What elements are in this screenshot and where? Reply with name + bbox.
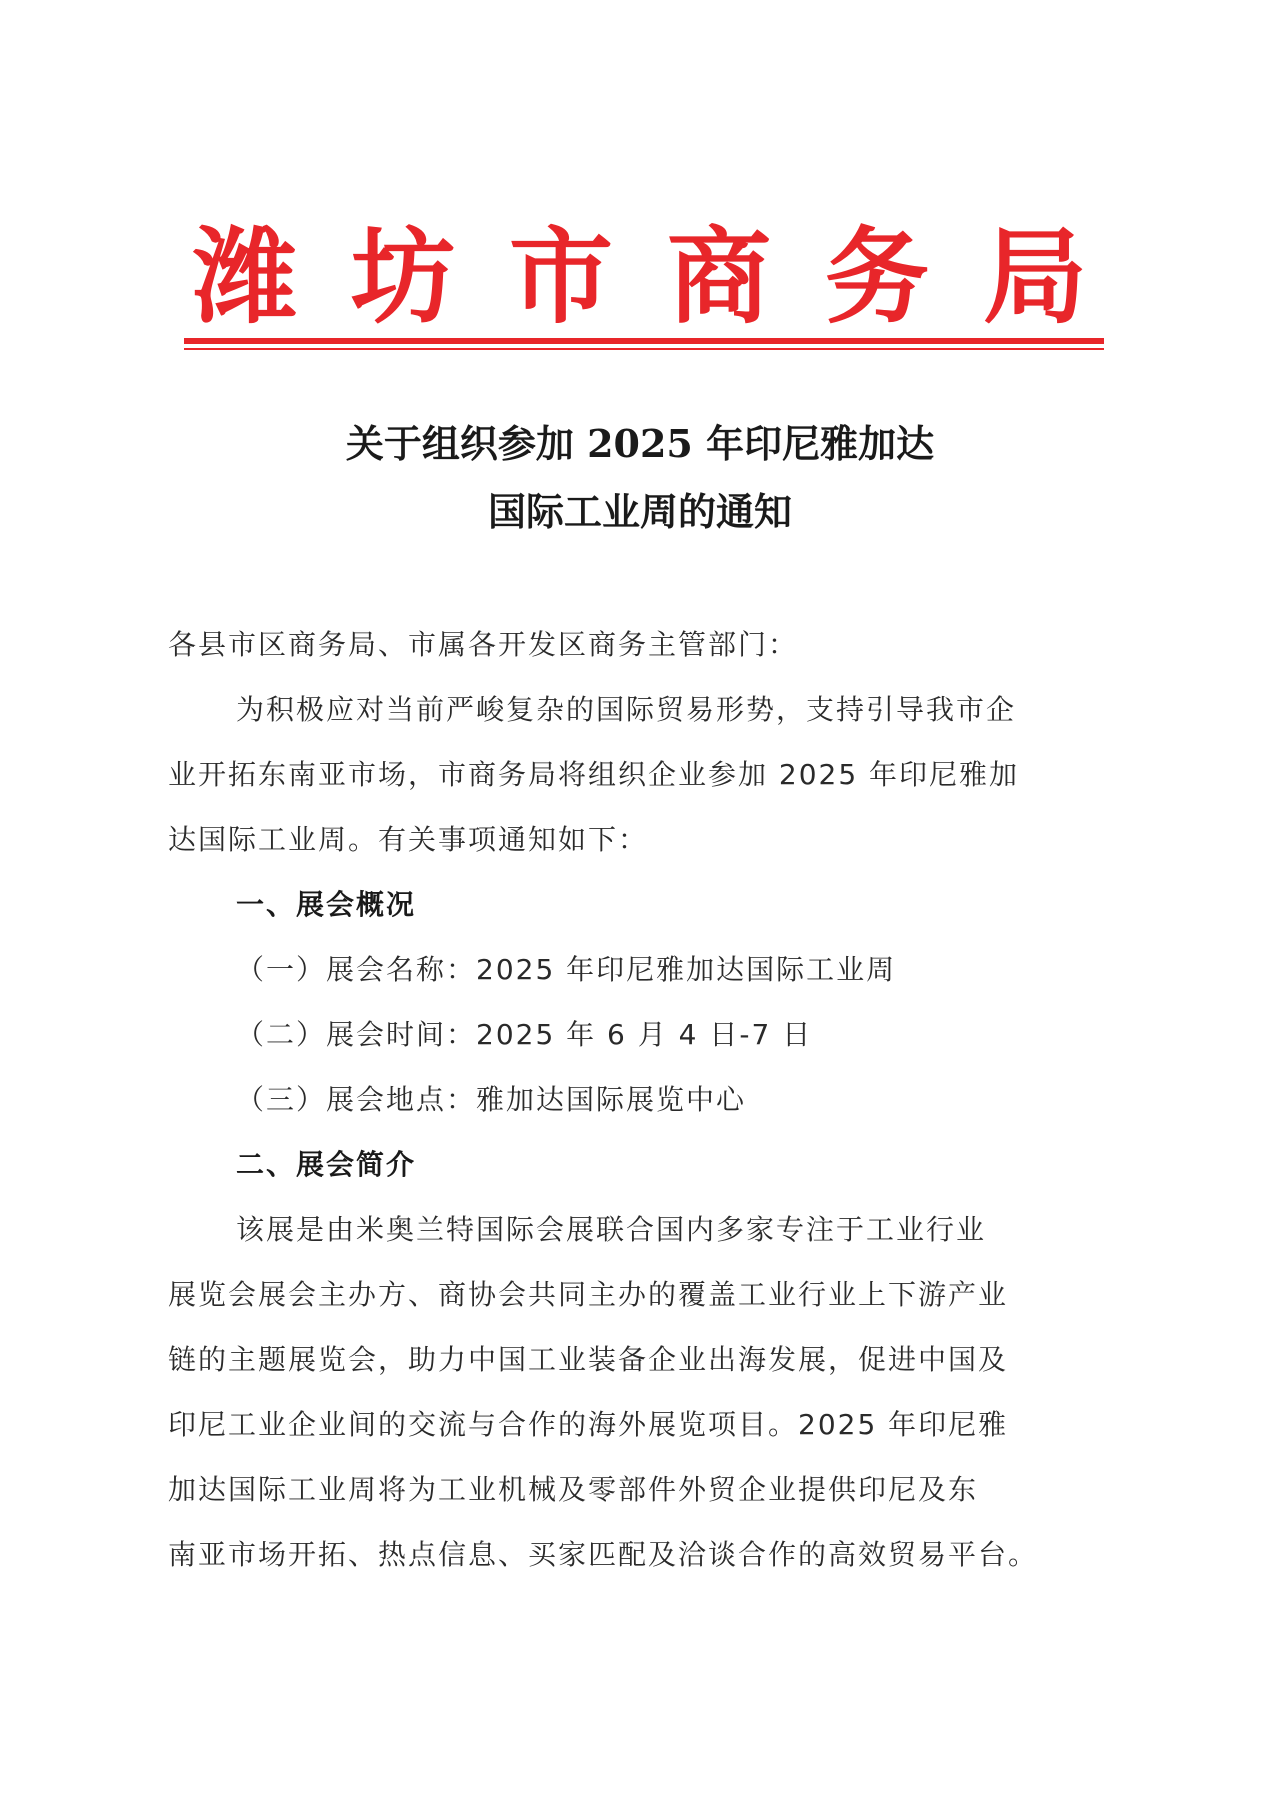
- paragraph-line: 该展是由米奥兰特国际会展联合国内多家专注于工业行业: [236, 1213, 987, 1246]
- masthead-char: 务: [824, 216, 929, 338]
- title-line-1: 关于组织参加 2025 年印尼雅加达: [345, 421, 935, 466]
- paragraph-line: 链的主题展览会，助力中国工业装备企业出海发展，促进中国及: [168, 1343, 1009, 1376]
- document-title: [160, 410, 1120, 546]
- masthead-rule-thick: [184, 338, 1104, 344]
- masthead-title: [185, 216, 1095, 338]
- paragraph-line: 为积极应对当前严峻复杂的国际贸易形势，支持引导我市企: [236, 693, 1017, 726]
- list-item: （二）展会时间：2025 年 6 月 4 日-7 日: [236, 1018, 813, 1051]
- section-heading: 二、展会简介: [236, 1148, 417, 1181]
- paragraph-line: 业开拓东南亚市场，市商务局将组织企业参加 2025 年印尼雅加: [168, 758, 1020, 791]
- paragraph-line: 印尼工业企业间的交流与合作的海外展览项目。2025 年印尼雅: [168, 1408, 1009, 1441]
- document-body: [168, 612, 1120, 1587]
- section-heading: 一、展会概况: [236, 888, 417, 921]
- paragraph-line: 达国际工业周。有关事项通知如下：: [168, 823, 649, 856]
- masthead-char: 商: [666, 216, 771, 338]
- title-line-2: 国际工业周的通知: [487, 489, 792, 534]
- list-item: （一）展会名称：2025 年印尼雅加达国际工业周: [236, 953, 897, 986]
- masthead-char: 市: [508, 216, 613, 338]
- masthead-char: 坊: [350, 216, 455, 338]
- paragraph-line: 加达国际工业周将为工业机械及零部件外贸企业提供印尼及东: [168, 1473, 979, 1506]
- masthead-char: 潍: [192, 216, 297, 338]
- list-item: （三）展会地点：雅加达国际展览中心: [236, 1083, 747, 1116]
- salutation: 各县市区商务局、市属各开发区商务主管部门：: [168, 628, 799, 661]
- masthead-rule-thin: [184, 348, 1104, 350]
- paragraph-line: 南亚市场开拓、热点信息、买家匹配及洽谈合作的高效贸易平台。: [168, 1538, 1039, 1571]
- masthead-char: 局: [982, 216, 1087, 338]
- paragraph-line: 展览会展会主办方、商协会共同主办的覆盖工业行业上下游产业: [168, 1278, 1009, 1311]
